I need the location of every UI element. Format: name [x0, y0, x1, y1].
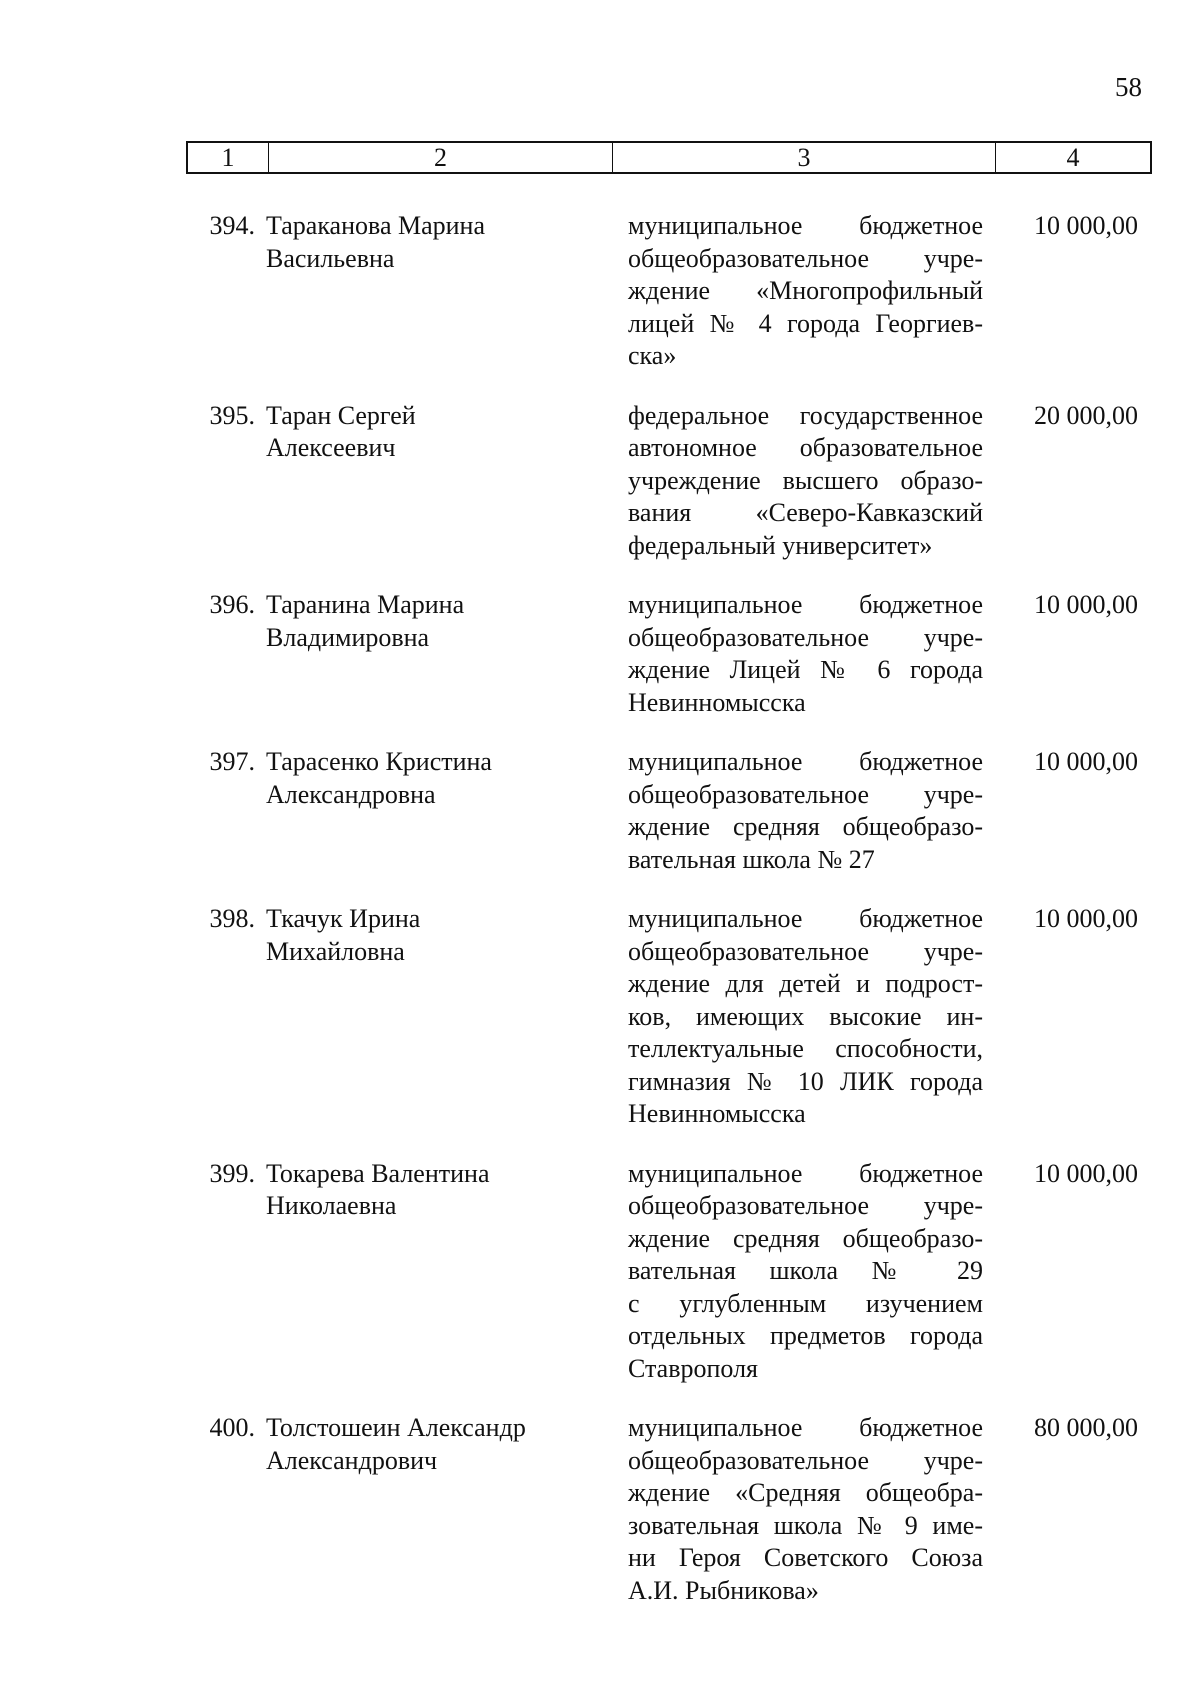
organization-line: отдельных предметов города — [628, 1321, 983, 1350]
organization-line: муниципальное бюджетное — [628, 747, 983, 776]
person-name-line: Алексеевич — [266, 433, 396, 462]
person-name-line: Тарасенко Кристина — [266, 747, 492, 776]
row-number: 398. — [209, 904, 255, 933]
person-name — [258, 903, 610, 1131]
amount: 10 000,00 — [1034, 211, 1138, 240]
column-number-header — [186, 141, 1152, 174]
organization-line: муниципальное бюджетное — [628, 1413, 983, 1442]
organization-line: ждение для детей и подрост- — [628, 969, 983, 998]
person-name-line: Михайловна — [266, 936, 405, 966]
organization-line: вательная школа № 29 — [628, 1256, 983, 1285]
organization — [610, 1158, 983, 1386]
organization-line: автономное образовательное — [628, 433, 983, 462]
row-number: 399. — [209, 1158, 255, 1188]
organization-line: теллектуальные способности, — [628, 1034, 983, 1063]
amount: 10 000,00 — [1034, 904, 1138, 933]
person-name-line: Таран Сергей — [266, 400, 416, 430]
organization-line: федеральный университет» — [628, 530, 933, 560]
table-row — [186, 1412, 1152, 1607]
amount: 10 000,00 — [1034, 1158, 1138, 1188]
organization-line: вательная школа № 27 — [628, 844, 875, 874]
organization-line: общеобразовательное учре- — [628, 243, 983, 273]
amount: 80 000,00 — [1034, 1413, 1138, 1442]
person-name-line: Таранина Марина — [266, 590, 465, 619]
organization-line: муниципальное бюджетное — [628, 1158, 983, 1188]
organization-line: ждение «Средняя общеобра- — [628, 1478, 983, 1507]
person-name-line: Ткачук Ирина — [266, 904, 421, 933]
amount: 10 000,00 — [1034, 590, 1138, 619]
row-number: 396. — [209, 590, 255, 619]
person-name-line: Тараканова Марина — [266, 211, 486, 240]
row-number: 397. — [209, 747, 255, 776]
row-number: 400. — [209, 1413, 255, 1442]
organization-line: ждение средняя общеобразо- — [628, 812, 983, 841]
organization — [610, 589, 983, 719]
person-name — [258, 589, 610, 719]
organization-line: ни Героя Советского Союза — [628, 1543, 983, 1572]
organization-line: муниципальное бюджетное — [628, 590, 983, 619]
person-name-line: Васильевна — [266, 243, 395, 273]
person-name — [258, 1412, 610, 1607]
column-number-3: 3 — [612, 143, 995, 172]
person-name — [258, 1158, 610, 1386]
organization-line: ждение «Многопрофильный — [628, 276, 983, 305]
organization-line: гимназия № 10 ЛИК города — [628, 1066, 983, 1096]
organization-line: вания «Северо-Кавказский — [628, 498, 983, 527]
table-row — [186, 1158, 1152, 1386]
organization-line: муниципальное бюджетное — [628, 211, 983, 240]
organization — [610, 1412, 983, 1607]
organization-line: лицей № 4 города Георгиев- — [628, 308, 983, 338]
table-row — [186, 746, 1152, 876]
organization-line: общеобразовательное учре- — [628, 1191, 983, 1220]
organization-line: с углубленным изучением — [628, 1288, 983, 1318]
person-name-line: Толстошеин Александр — [266, 1413, 526, 1442]
person-name-line: Токарева Валентина — [266, 1158, 490, 1188]
organization — [610, 400, 983, 563]
row-number: 395. — [209, 400, 255, 430]
table-row — [186, 400, 1152, 563]
organization-line: Невинномысска — [628, 1099, 806, 1128]
column-number-4: 4 — [995, 143, 1150, 172]
organization-line: ждение Лицей № 6 города — [628, 655, 983, 684]
person-name-line: Александрович — [266, 1445, 438, 1475]
row-number: 394. — [209, 211, 255, 240]
organization-line: общеобразовательное учре- — [628, 779, 983, 809]
organization-line: общеобразовательное учре- — [628, 622, 983, 652]
organization-line: Ставрополя — [628, 1353, 758, 1383]
organization-line: ска» — [628, 341, 677, 370]
organization-line: ков, имеющих высокие ин- — [628, 1001, 983, 1031]
page-number: 58 — [1115, 72, 1142, 102]
person-name — [258, 210, 610, 373]
person-name-line: Александровна — [266, 779, 436, 809]
table-row — [186, 903, 1152, 1131]
organization-line: общеобразовательное учре- — [628, 1445, 983, 1475]
records-table — [186, 210, 1152, 1607]
person-name-line: Владимировна — [266, 622, 430, 652]
organization — [610, 746, 983, 876]
organization-line: общеобразовательное учре- — [628, 936, 983, 966]
organization-line: учреждение высшего образо- — [628, 465, 983, 495]
organization-line: муниципальное бюджетное — [628, 904, 983, 933]
person-name — [258, 400, 610, 563]
table-row — [186, 210, 1152, 373]
person-name — [258, 746, 610, 876]
organization — [610, 210, 983, 373]
amount: 10 000,00 — [1034, 747, 1138, 776]
column-number-2: 2 — [268, 143, 612, 172]
organization-line: А.И. Рыбникова» — [628, 1575, 819, 1605]
person-name-line: Николаевна — [266, 1191, 397, 1220]
organization-line: Невинномысска — [628, 687, 806, 717]
organization-line: зовательная школа № 9 име- — [628, 1510, 983, 1540]
organization — [610, 903, 983, 1131]
organization-line: федеральное государственное — [628, 400, 983, 430]
column-number-1: 1 — [221, 142, 235, 172]
organization-line: ждение средняя общеобразо- — [628, 1223, 983, 1253]
amount: 20 000,00 — [1034, 400, 1138, 430]
table-row — [186, 589, 1152, 719]
